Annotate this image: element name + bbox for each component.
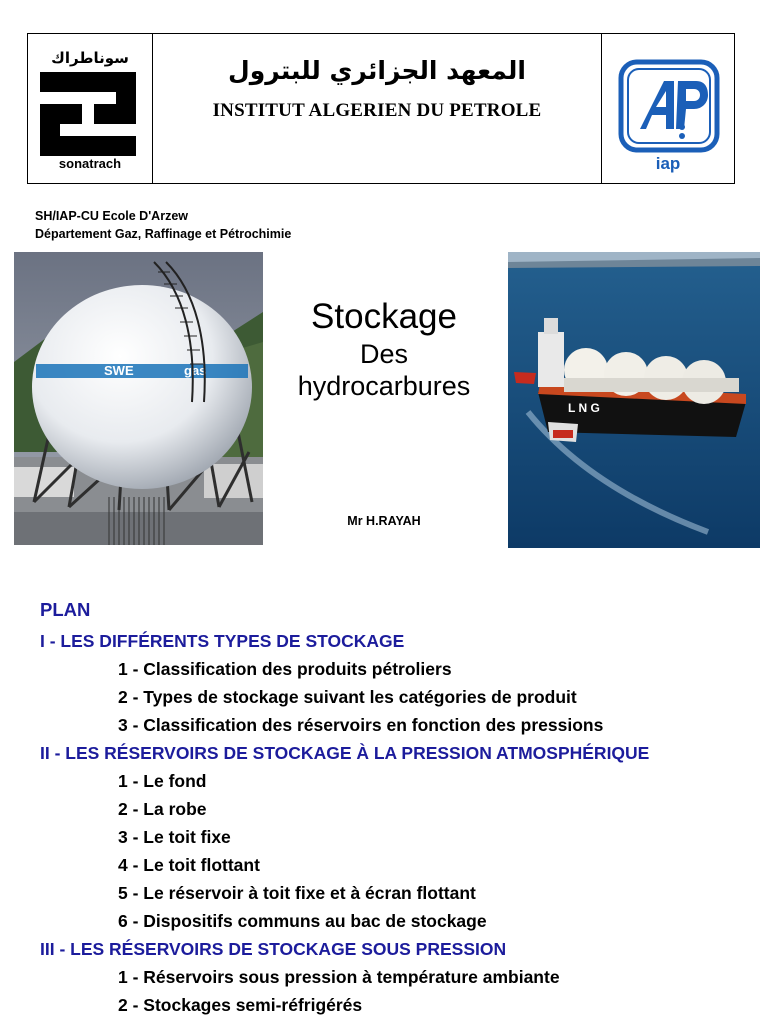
sonatrach-logo-icon: [40, 72, 136, 156]
presentation-title: [270, 296, 498, 402]
tank-label-swe: SWE: [104, 363, 134, 378]
sonatrach-logo-cell: [28, 34, 153, 183]
list-item: 6 - Dispositifs communs au bac de stockage: [118, 911, 487, 931]
arabic-institute-title: المعهد الجزائري للبترول: [228, 56, 526, 85]
list-item: 5 - Le réservoir à toit fixe et à écran flottant: [118, 883, 476, 903]
plan-heading: PLAN: [40, 599, 91, 620]
list-item: 3 - Classification des réservoirs en fonction des pressions: [118, 715, 604, 735]
institute-title-cell: [153, 34, 601, 183]
spherical-tank-photo: [14, 252, 263, 545]
list-item: 1 - Le fond: [118, 771, 207, 791]
iap-name: iap: [655, 154, 681, 173]
document-header: [27, 33, 735, 184]
list-item: 4 - Le toit flottant: [118, 855, 260, 875]
lng-carrier-photo: [508, 252, 760, 548]
tank-label-gas: gas: [184, 363, 207, 378]
table-of-contents: [40, 599, 649, 1019]
ship-hull-lng: L N G: [568, 401, 600, 415]
sonatrach-name: sonatrach: [58, 156, 122, 171]
iap-logo-icon: [618, 59, 720, 153]
department-line: Département Gaz, Raffinage et Pétrochimie: [35, 227, 292, 241]
list-item: 1 - Classification des produits pétroliers: [118, 659, 452, 679]
title-line-1: Stockage: [311, 297, 457, 336]
list-item: 2 - La robe: [118, 799, 207, 819]
section-3-title: III - LES RÉSERVOIRS DE STOCKAGE SOUS PRESSION: [40, 939, 507, 959]
school-line: SH/IAP-CU Ecole D'Arzew: [35, 209, 189, 223]
title-line-2: Des: [359, 339, 408, 369]
latin-institute-title: INSTITUT ALGERIEN DU PETROLE: [212, 100, 542, 121]
list-item: 3 - Le toit fixe: [118, 827, 231, 847]
section-2-title: II - LES RÉSERVOIRS DE STOCKAGE À LA PRESSION ATMOSPHÉRIQUE: [40, 743, 650, 763]
iap-logo-cell: [601, 34, 734, 183]
list-item: 2 - Stockages semi-réfrigérés: [118, 995, 363, 1015]
section-1-title: I - LES DIFFÉRENTS TYPES DE STOCKAGE: [40, 631, 405, 651]
sonatrach-arabic-name: سوناطراك: [51, 49, 129, 67]
list-item: 2 - Types de stockage suivant les catégories de produit: [118, 687, 577, 707]
title-line-3: hydrocarbures: [297, 371, 471, 401]
author-name: Mr H.RAYAH: [347, 514, 421, 528]
department-info: [35, 207, 291, 243]
list-item: 1 - Réservoirs sous pression à température ambiante: [118, 967, 560, 987]
